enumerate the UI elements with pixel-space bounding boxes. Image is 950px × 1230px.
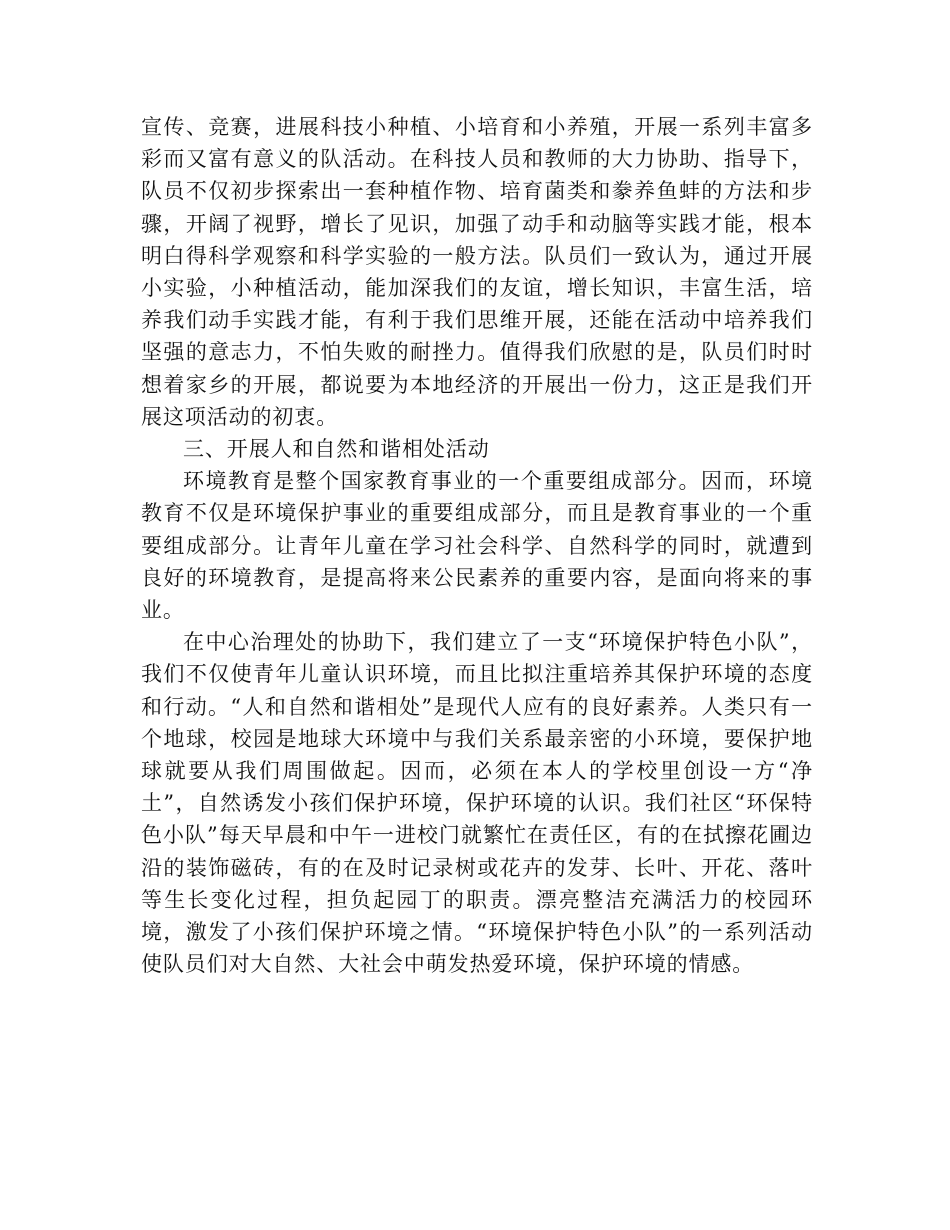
paragraph-continuation: 宣传、竞赛，进展科技小种植、小培育和小养殖，开展一系列丰富多彩而又富有意义的队活动。在科技人员和教师的大力协助、指导下，队员不仅初步探索出一套种植作物、培育菌类和豢养鱼蚌的方法和步骤，开阔了视野，增长了见识，加强了动手和动脑等实践才能，根本明白得科学观察和科学实验的一般方法。队员们一致认为，通过开展小实验，小种植活动，能加深我们的友谊，增长知识，丰富生活，培养我们动手实践才能，有利于我们思维开展，还能在活动中培养我们坚强的意志力，不怕失败的耐挫力。值得我们欣慰的是，队员们时时想着家乡的开展，都说要为本地经济的开展出一份力，这正是我们开展这项活动的初衷。 [141,115,813,429]
document-body [141,111,813,980]
section-heading: 三、开展人和自然和谐相处活动 [183,437,490,462]
paragraph-environment-squad: 在中心治理处的协助下，我们建立了一支“环境保护特色小队”，我们不仅使青年儿童认识环境，而且比拟注重培养其保护环境的态度和行动。“人和自然和谐相处”是现代人应有的良好素养。人类只有一个地球，校园是地球大环境中与我们关系最亲密的小环境，要保护地球就要从我们周围做起。因而，必须在本人的学校里创设一方“净土”，自然诱发小孩们保护环境，保护环境的认识。我们社区“环保特色小队”每天早晨和中午一进校门就繁忙在责任区，有的在拭擦花圃边沿的装饰磁砖，有的在及时记录树或花卉的发芽、长叶、开花、落叶等生长变化过程，担负起园丁的职责。漂亮整洁充满活力的校园环境，激发了小孩们保护环境之情。“环境保护特色小队”的一系列活动使队员们对大自然、大社会中萌发热爱环境，保护环境的情感。 [141,630,813,977]
paragraph-environment-education: 环境教育是整个国家教育事业的一个重要组成部分。因而，环境教育不仅是环境保护事业的重要组成部分，而且是教育事业的一个重要组成部分。让青年儿童在学习社会科学、自然科学的同时，就遭到良好的环境教育，是提高将来公民素养的重要内容，是面向将来的事业。 [141,469,813,623]
